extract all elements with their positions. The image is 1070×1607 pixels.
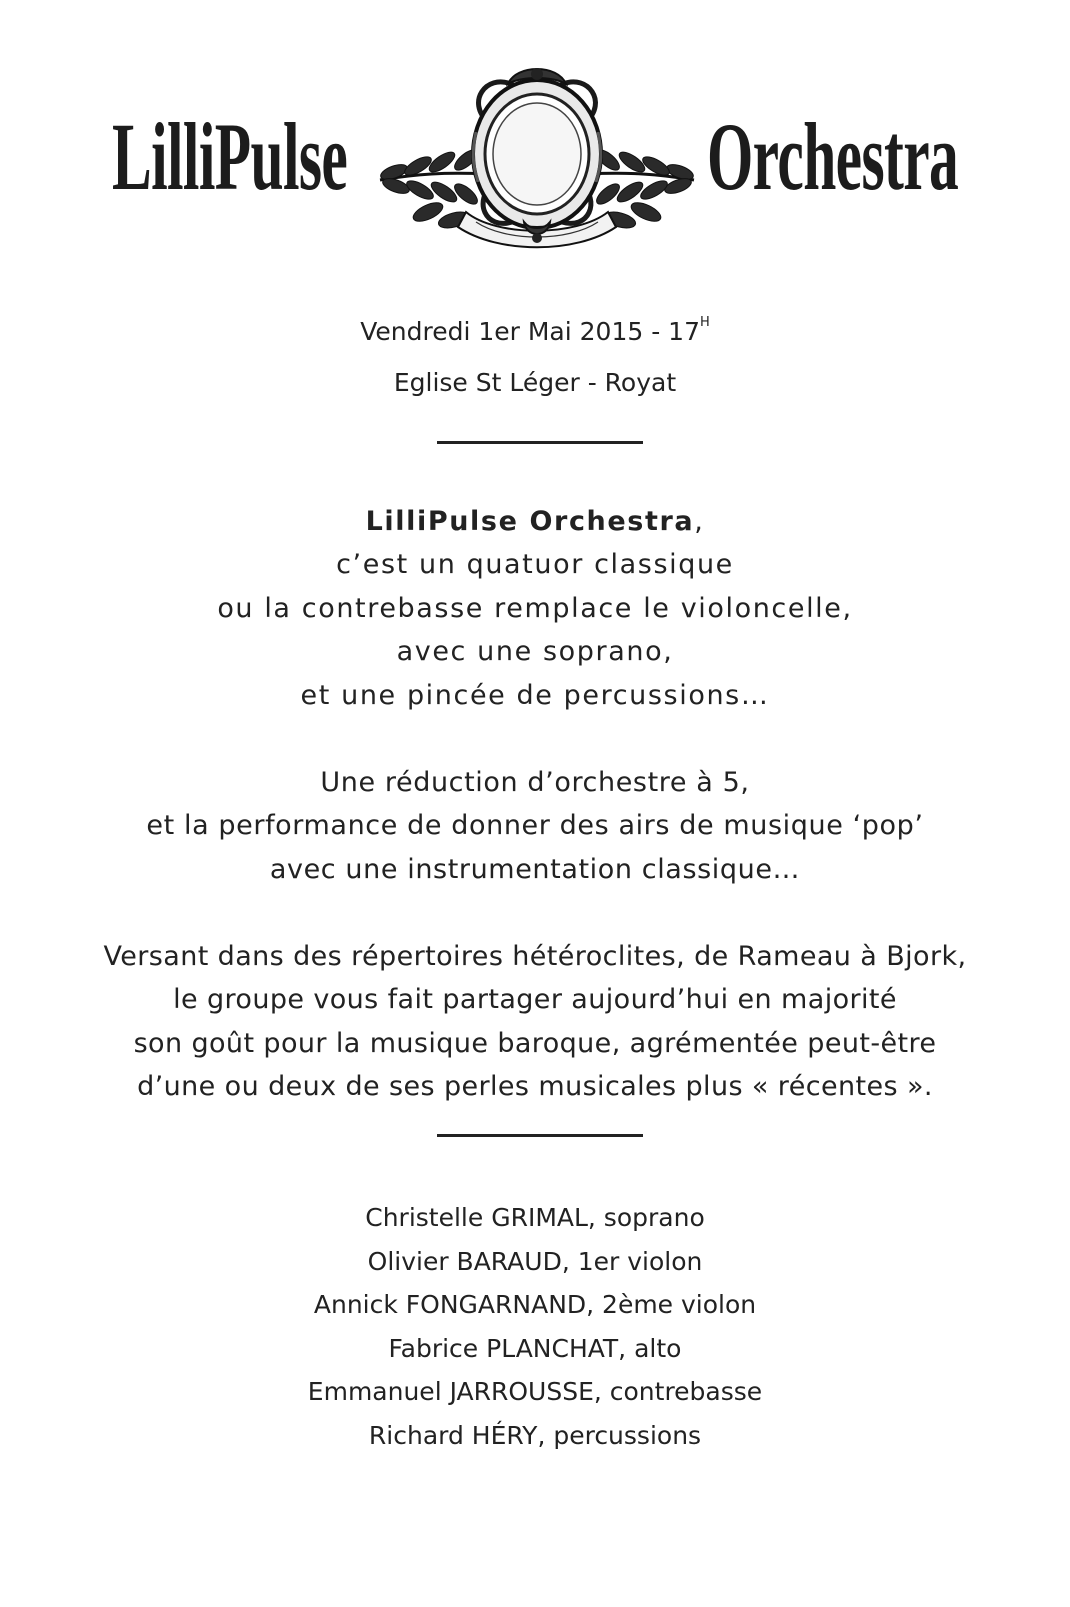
ornamental-crest-icon <box>376 62 698 257</box>
description-line: Une réduction d’orchestre à 5, <box>320 767 750 798</box>
event-date <box>0 306 1070 357</box>
divider-top <box>437 441 643 444</box>
member-item: Olivier BARAUD, 1er violon <box>367 1246 703 1276</box>
description-paragraph-2 <box>0 761 1070 891</box>
description-line: d’une ou deux de ses perles musicales plus « récentes ». <box>137 1071 933 1103</box>
description-heading <box>0 500 1070 543</box>
header <box>0 62 1070 257</box>
description-line: avec une soprano, <box>396 636 674 668</box>
member-item: Christelle GRIMAL, soprano <box>365 1203 705 1232</box>
title-right: Orchestra <box>707 103 959 210</box>
member-item: Fabrice PLANCHAT, alto <box>388 1333 682 1363</box>
event-time-superscript: H <box>700 315 710 330</box>
members-list <box>0 1196 1070 1458</box>
member-item: Emmanuel JARROUSSE, contrebasse <box>307 1377 763 1407</box>
title-left: LilliPulse <box>112 103 348 210</box>
description-line: et la performance de donner des airs de musique ‘pop’ <box>146 810 924 842</box>
description-intro <box>0 500 1070 717</box>
description-line: ou la contrebasse remplace le violoncelle, <box>217 592 853 624</box>
event-date-text: Vendredi 1er Mai 2015 - 17 <box>360 317 700 346</box>
description-line: c’est un quatuor classique <box>336 549 734 581</box>
description-line: le groupe vous fait partager aujourd’hui en majorité <box>173 984 897 1016</box>
divider-bottom <box>437 1134 643 1137</box>
description-line: son goût pour la musique baroque, agrémentée peut-être <box>133 1027 937 1059</box>
description-line: Versant dans des répertoires hétéroclites, de Rameau à Bjork, <box>103 941 967 972</box>
orchestra-name: LilliPulse Orchestra <box>365 506 695 537</box>
description-line: avec une instrumentation classique… <box>269 853 801 885</box>
event-info <box>0 306 1070 408</box>
member-item: Annick FONGARNAND, 2ème violon <box>313 1290 757 1320</box>
member-item: Richard HÉRY, percussions <box>368 1420 702 1450</box>
orchestra-name-suffix: , <box>694 506 705 537</box>
description-paragraph-3 <box>0 935 1070 1109</box>
event-location: Eglise St Léger - Royat <box>393 368 677 397</box>
description-line: et une pincée de percussions… <box>300 679 770 711</box>
